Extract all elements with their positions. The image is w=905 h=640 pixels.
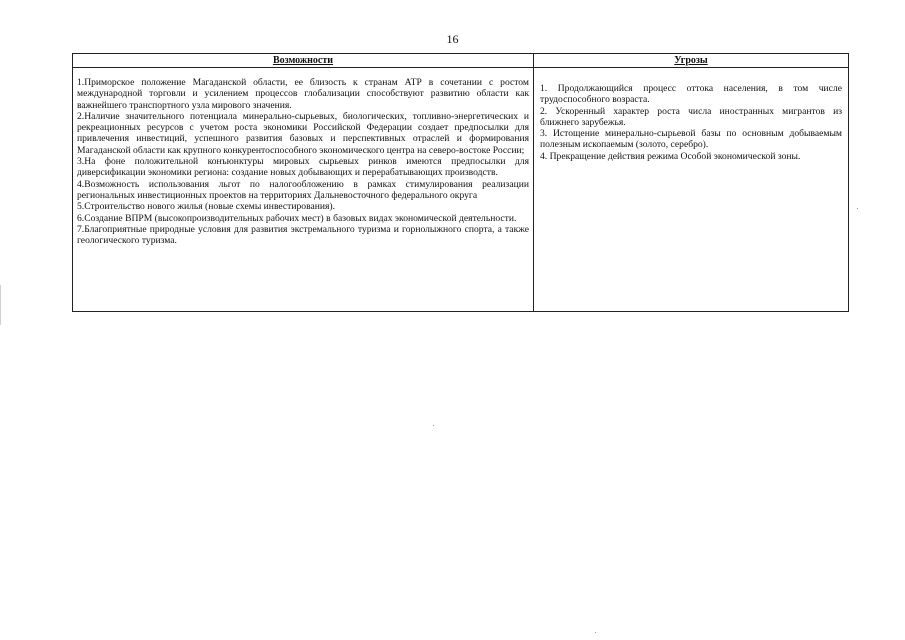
threat-item-4: 4. Прекращение действия режима Особой экономической зоны. xyxy=(540,150,801,162)
scan-edge-mark xyxy=(0,285,1,325)
opportunity-item-3: 3.На фоне положительной конъюнктуры мировых сырьевых ринков имеются предпосылки для диверсификации экономики региона: создание новых добывающих и перерабатывающих производств. xyxy=(77,156,529,179)
opportunities-header: Возможности xyxy=(73,54,534,68)
threat-item-3: 3. Истощение минерально-сырьевой базы по основным добываемым полезным ископаемым (золото, серебро). xyxy=(540,128,842,151)
opportunity-item-6: 6.Создание ВПРМ (высокопроизводительных рабочих мест) в базовых видах экономической деятельности. xyxy=(77,212,517,224)
scan-speck xyxy=(857,208,858,209)
threat-item-2: 2. Ускоренный характер роста числа иностранных мигрантов из ближнего зарубежья. xyxy=(540,105,842,128)
opportunity-item-7: 7.Благоприятные природные условия для развития экстремального туризма и горнолыжного спорта, а также геологического туризма. xyxy=(77,223,529,247)
threats-header: Угрозы xyxy=(534,54,849,68)
scan-speck xyxy=(595,632,596,633)
opportunity-item-4: 4.Возможность использования льгот по налогообложению в рамках стимулирования реализации региональных инвестиционных проектов на территориях Дальневосточного федерального округа xyxy=(77,178,529,201)
opportunity-item-2: 2.Наличие значительного потенциала минерально-сырьевых, биологических, топливно-энергетических и рекреационных ресурсов с учетом роста экономики Российской Федерации создает предпосылки для привлечения инвестиций, успешного развития базовых и перспективных отраслей и формирования Магаданской области как крупного конкурентоспособного экономического центра на северо-востоке России; xyxy=(77,110,529,156)
opportunities-cell xyxy=(73,68,534,312)
table-header-row xyxy=(73,54,849,68)
page-number: 16 xyxy=(446,32,459,46)
opportunity-item-5: 5.Строительство нового жилья (новые схемы инвестирования). xyxy=(77,201,336,213)
scan-speck xyxy=(433,425,434,426)
threats-list xyxy=(534,68,848,162)
threat-item-1: 1. Продолжающийся процесс оттока населения, в том числе трудоспособного возраста. xyxy=(540,83,842,106)
opportunities-list xyxy=(73,68,533,246)
swot-table xyxy=(72,53,849,312)
table-body-row xyxy=(73,68,849,312)
threats-cell xyxy=(534,68,849,312)
opportunity-item-1: 1.Приморское положение Магаданской области, ее близость к странам АТР в сочетании с ростом международной торговли и усилением процессов глобализации способствуют развитию области как важнейшего транспортного узла мирового значения. xyxy=(77,77,529,111)
